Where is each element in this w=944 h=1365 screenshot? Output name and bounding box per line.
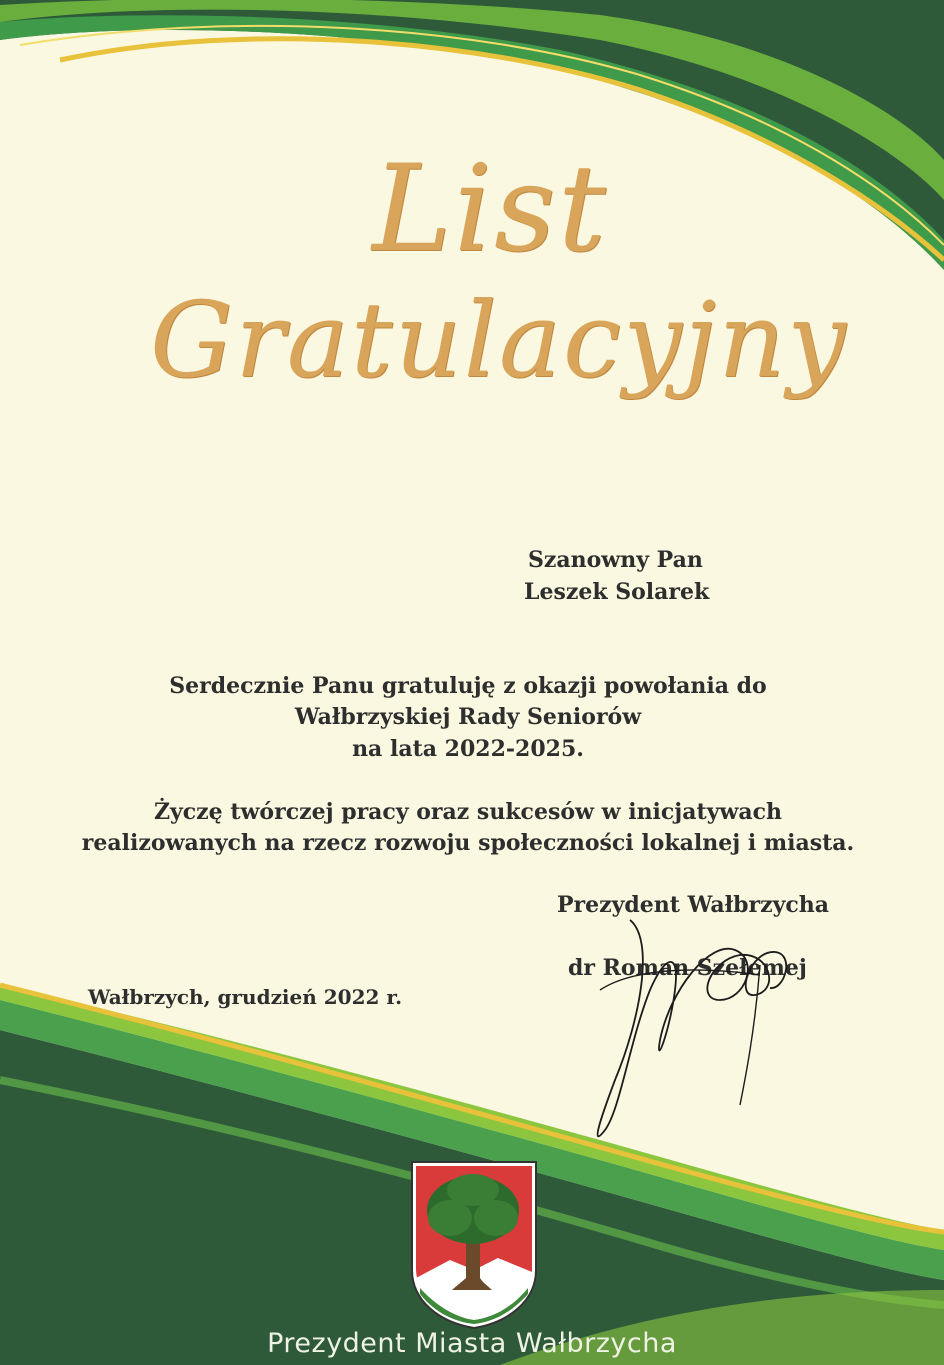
wishes-line-1: Życzę twórczej pracy oraz sukcesów w inicjatywach	[153, 799, 783, 825]
title-line-1: List	[372, 140, 608, 279]
signature-icon	[560, 880, 820, 1180]
coat-of-arms-icon	[410, 1160, 538, 1330]
body-line-1: Serdecznie Panu gratuluję z okazji powołania do	[169, 673, 767, 699]
signer-title: Prezydent Wałbrzycha	[557, 892, 830, 918]
signer-name: dr Roman Szełemej	[568, 955, 807, 981]
title-line-2: Gratulacyjny	[150, 279, 848, 401]
body-line-2: Wałbrzyskiej Rady Seniorów	[294, 704, 642, 730]
recipient-name: Leszek Solarek	[524, 579, 710, 605]
body-line-3: na lata 2022-2025.	[352, 736, 584, 762]
footer-text: Prezydent Miasta Wałbrzycha	[267, 1328, 677, 1359]
wishes-line-2: realizowanych na rzecz rozwoju społeczności lokalnej i miasta.	[81, 830, 855, 856]
place-date: Wałbrzych, grudzień 2022 r.	[88, 985, 403, 1009]
salutation: Szanowny Pan	[528, 547, 703, 573]
